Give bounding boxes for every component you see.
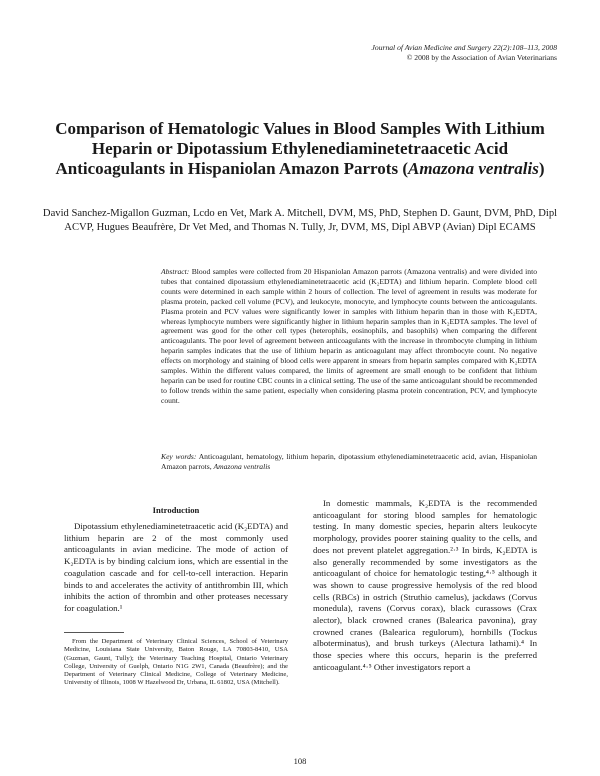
journal-citation: Journal of Avian Medicine and Surgery 22(2):108–113, 2008	[371, 43, 557, 52]
keywords	[161, 452, 537, 472]
introduction-right-column	[313, 498, 537, 674]
copyright-notice: © 2008 by the Association of Avian Veterinarians	[406, 53, 557, 62]
section-heading-introduction: Introduction	[152, 505, 200, 515]
page-number: 108	[293, 756, 307, 766]
journal-header	[237, 43, 557, 63]
author-list: David Sanchez-Migallon Guzman, Lcdo en Vet, Mark A. Mitchell, DVM, MS, PhD, Stephen D. Gaunt, DVM, PhD, Dipl ACVP, Hugues Beaufrère, Dr Vet Med, and Thomas N. Tully, Jr, DVM, MS, Dipl ABVP (Avian) Dipl ECAMS	[42, 208, 558, 233]
title-main: Comparison of Hematologic Values in Blood Samples With Lithium Heparin or Dipotassium Ethylenediaminetetraacetic Acid Anticoagulants in Hispaniolan Amazon Parrots (	[55, 119, 545, 178]
title-species: Amazona ventralis	[407, 159, 539, 178]
abstract-text: Blood samples were collected from 20 Hispaniolan Amazon parrots (Amazona ventralis) and were divided into tubes that contained dipotassium ethylenediaminetetraacetic acid (K₂EDTA) and lithium heparin. Complete blood cell counts were determined in each sample within 2 hours of collection. The level of agreement in results was moderate for plasma protein, packed cell volume (PCV), and leukocyte, monocyte, and lymphocyte counts between the anticoagulants. Plasma protein and PCV values were significantly lower in samples with lithium heparin than in those with K₂EDTA, whereas lymphocyte numbers were significantly higher in lithium heparin samples than in K₂EDTA samples. The level of agreement was good for the other cell types (heterophils, eosinophils, and basophils) when comparing the different anticoagulants. The poor level of agreement between anticoagulants with the increase in thrombocyte clumping in lithium heparin samples indicates that the use of lithium heparin as anticoagulant may affect thrombocyte count. No negative effects on morphology and staining of blood cells were apparent in smears from heparin samples compared with K₂EDTA samples. Within the different values compared, the limits of agreement are small enough to be confident that lithium heparin can be used for routine CBC counts in a clinical setting. The use of the same anticoagulant should be recommended to follow trends within the same patient, especially when considering plasma protein concentration, PCV, and lymphocyte count.	[161, 267, 537, 405]
footnote-divider	[64, 632, 124, 633]
intro-paragraph-right: In domestic mammals, K₂EDTA is the recommended anticoagulant for storing blood samples for hematologic testing. In many domestic species, heparin alters leukocyte morphology, provides poorer staining quality to the cells, and does not prevent platelet aggregation.²·³ In birds, K₂EDTA is also generally recommended by some investigators as the anticoagulant of choice for hematologic testing,⁴·⁵ although it was shown to cause progressive hemolysis of the red blood cells (RBCs) in ostrich (Struthio camelus), jackdaws (Corvus monedula), ravens (Corvus corax), black curassows (Crax alector), black crowned cranes (Balearica pavonina), gray crowned cranes (Balearica regulorum), hornbills (Tockus alboterminatus), and brush turkeys (Alectura lathami).⁴ In those species where this occurs, heparin is the preferred anticoagulant.⁴·⁵ Other investigators report a	[313, 498, 537, 672]
keywords-label: Key words:	[161, 452, 197, 461]
title-close: )	[538, 159, 545, 178]
keywords-text: Anticoagulant, hematology, lithium heparin, dipotassium ethylenediaminetetraacetic acid, avian, Hispaniolan Amazon parrots,	[161, 452, 537, 471]
abstract-label: Abstract:	[161, 267, 190, 276]
keywords-species: Amazona ventralis	[213, 461, 271, 471]
abstract	[161, 267, 537, 406]
article-title	[40, 119, 560, 179]
intro-paragraph-left: Dipotassium ethylenediaminetetraacetic acid (K₂EDTA) and lithium heparin are 2 of the most commonly used anticoagulants in avian medicine. The mode of action of K₂EDTA is by binding calcium ions, which are essential in the coagulation cascade and for cell-to-cell interaction. Heparin binds to and accelerates the activity of antithrombin III, which inhibits the action of thrombin and other proteases necessary for coagulation.¹	[64, 521, 288, 613]
introduction-left-column	[64, 521, 288, 615]
affiliation-footnote: From the Department of Veterinary Clinical Sciences, School of Veterinary Medicine, Louisiana State University, Baton Rouge, LA 70803-8410, USA (Guzman, Gaunt, Tully); the Veterinary Teaching Hospital, Ontario Veterinary College, University of Guelph, Ontario N1G 2W1, Canada (Beaufrère); and the Department of Veterinary Clinical Medicine, College of Veterinary Medicine, University of Illinois, 1008 W Hazelwood Dr, Urbana, IL 61802, USA (Mitchell).	[64, 638, 288, 687]
